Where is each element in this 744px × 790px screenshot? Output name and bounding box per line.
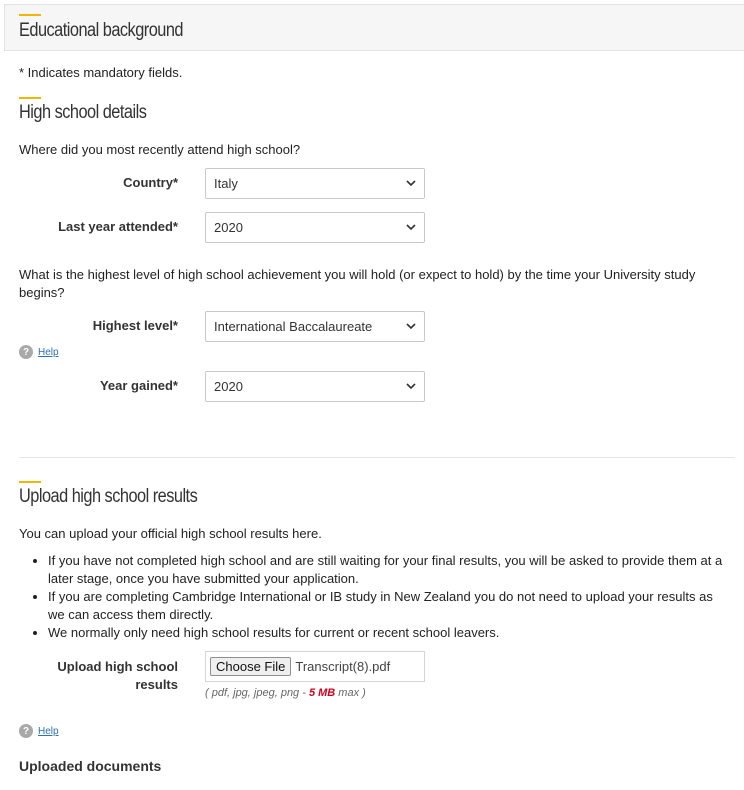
help-link-text[interactable]: Help (38, 725, 59, 737)
file-upload-field[interactable] (205, 651, 425, 682)
high-school-accent-line (19, 97, 41, 99)
upload-intro: You can upload your official high school results here. (19, 526, 322, 541)
chevron-down-icon (406, 321, 416, 331)
header-accent-line (19, 14, 41, 16)
highest-level-label: Highest level* (92, 318, 178, 333)
upload-field-label (57, 658, 178, 694)
chevron-down-icon (406, 381, 416, 391)
help-link-upload[interactable] (19, 724, 59, 738)
country-select[interactable] (205, 168, 425, 199)
question-mark-icon: ? (19, 345, 33, 359)
upload-bullet-list (28, 552, 733, 642)
uploaded-documents-heading: Uploaded documents (19, 758, 162, 774)
hint-max-size: 5 MB (308, 687, 336, 699)
chevron-down-icon (406, 178, 416, 188)
section-divider (19, 457, 735, 458)
page-title: Educational background (19, 20, 183, 41)
question-mark-icon: ? (19, 724, 33, 738)
chevron-down-icon (406, 222, 416, 232)
last-year-label: Last year attended* (58, 219, 178, 234)
country-label: Country* (123, 175, 178, 190)
mandatory-note: * Indicates mandatory fields. (19, 65, 183, 80)
last-year-select[interactable] (205, 212, 425, 243)
high-school-title: High school details (19, 102, 147, 123)
last-year-value: 2020 (214, 220, 243, 235)
list-item: • We normally only need high school results for current or recent school leavers. (48, 624, 733, 642)
highest-level-value: International Baccalaureate (214, 319, 373, 334)
upload-field-label-line1: Upload high school (57, 659, 178, 674)
year-gained-label: Year gained* (99, 378, 178, 393)
achievement-question: What is the highest level of high school achievement you will hold (or expect to hold) by the time your University study begins? (19, 267, 696, 300)
choose-file-button[interactable]: Choose File (210, 657, 291, 676)
year-gained-value: 2020 (214, 379, 243, 394)
help-link-highest-level[interactable] (19, 345, 59, 359)
selected-file-name: Transcript(8).pdf (295, 659, 391, 674)
file-type-hint (205, 687, 366, 699)
year-gained-select[interactable] (205, 371, 425, 402)
country-value: Italy (214, 176, 238, 191)
upload-accent-line (19, 481, 41, 483)
hint-suffix: max ) (335, 687, 366, 699)
list-item: • If you are completing Cambridge International or IB study in New Zealand you do not need to upload your results as we can access them directly. (48, 588, 733, 624)
list-item: • If you have not completed high school and are still waiting for your final results, you will be asked to provide them at a later stage, once you have submitted your application. (48, 552, 733, 588)
hint-prefix: ( pdf, jpg, jpeg, png - (205, 687, 309, 699)
attend-question: Where did you most recently attend high school? (19, 142, 301, 157)
help-link-text[interactable]: Help (38, 346, 59, 358)
highest-level-select[interactable] (205, 311, 425, 342)
upload-field-label-line2: results (135, 677, 178, 692)
upload-title: Upload high school results (19, 486, 198, 507)
